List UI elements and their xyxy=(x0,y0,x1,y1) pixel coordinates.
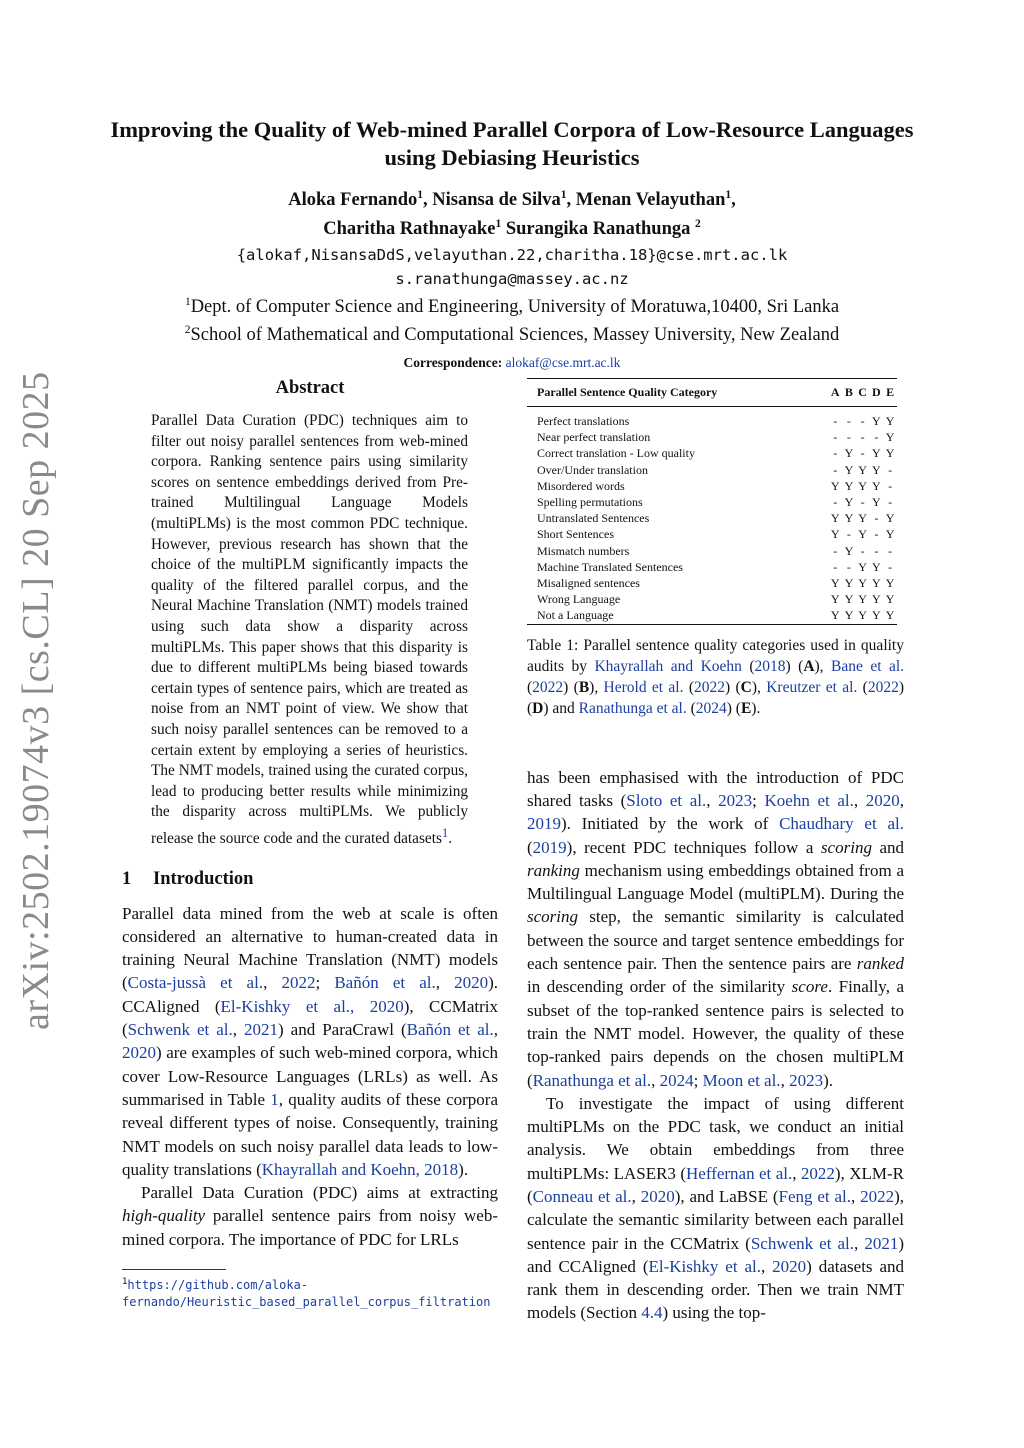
table-cell-b: Y xyxy=(844,543,854,558)
correspondence xyxy=(100,355,924,371)
bold-text: C xyxy=(740,678,752,696)
text-run: , xyxy=(631,1186,641,1206)
table-cell-b: Y xyxy=(844,511,854,526)
citation-link[interactable]: 2018 xyxy=(754,657,786,675)
text-run: ). Initiated by the work of xyxy=(561,814,780,834)
citation-link[interactable]: 2021 xyxy=(864,1233,899,1253)
text-run: ) ( xyxy=(725,678,741,696)
table-row xyxy=(527,543,897,559)
table-cell-a: - xyxy=(833,559,838,574)
text-run: ( xyxy=(741,657,755,675)
text-run: ), xyxy=(814,657,832,675)
citation-link[interactable]: 2020 xyxy=(772,1256,807,1276)
intro-paragraph-2 xyxy=(122,1181,498,1251)
citation-link[interactable]: 2022 xyxy=(694,678,725,696)
citation-link[interactable]: 2023 xyxy=(789,1070,824,1090)
table-row xyxy=(527,407,897,430)
text-run: ( xyxy=(683,678,694,696)
text-run: in descending order of the similarity xyxy=(527,977,792,997)
text-run: ). xyxy=(823,1070,833,1090)
table-row xyxy=(527,429,897,445)
table-row xyxy=(527,478,897,494)
right-column-body xyxy=(527,766,904,1325)
author-list xyxy=(100,183,924,241)
table-cell-b: Y xyxy=(844,478,854,493)
table-cell-a: - xyxy=(833,430,838,445)
author-affiliation-mark: 1 xyxy=(560,189,567,201)
bold-text: A xyxy=(803,657,815,675)
citation-link[interactable]: 2020 xyxy=(640,1186,675,1206)
abstract-end: . xyxy=(448,829,453,847)
text-run: ) ( xyxy=(726,699,741,717)
table-row xyxy=(527,559,897,575)
arxiv-identifier: arXiv:2502.19074v3 [cs.CL] 20 Sep 2025 xyxy=(15,371,57,1030)
table-cell-a: Y xyxy=(830,608,840,623)
table-cell-c: - xyxy=(860,495,865,510)
emphasis-text: scoring xyxy=(527,907,578,927)
affiliation-text: School of Mathematical and Computational Sciences, Massey University, New Zealand xyxy=(190,325,840,346)
citation-link[interactable]: 2022 xyxy=(281,973,316,993)
table-cell-b: Y xyxy=(844,462,854,477)
text-run: ; xyxy=(752,790,765,810)
email-line-2: s.ranathunga@massey.ac.nz xyxy=(395,270,629,289)
citation-link[interactable]: Bañón et al. xyxy=(334,973,436,993)
abstract-text xyxy=(151,411,468,850)
table-cell-b: Y xyxy=(844,576,854,591)
table-cell-d: - xyxy=(874,527,879,542)
text-run: , quality audits of these corpora reveal different types of noise. Consequently, training NMT models on such noisy parallel data leads to low-quality translations ( xyxy=(122,1089,498,1179)
table-cell-d: - xyxy=(874,430,879,445)
table-cell-d: Y xyxy=(872,414,881,428)
table-cell-c: - xyxy=(860,446,865,461)
table-cell-c: Y xyxy=(858,511,867,526)
text-run: has been emphasised with the introduction of PDC shared tasks ( xyxy=(527,767,904,810)
text-run: ), recent PDC techniques follow a xyxy=(566,837,821,857)
table-cell-category: Misaligned sentences xyxy=(537,576,640,591)
text-run: Parallel data mined from the web at scale is often considered an alternative to human-created data in training Neural Machine Translation (NMT) models ( xyxy=(122,903,498,993)
text-run: ) and xyxy=(543,699,579,717)
table-cell-d: Y xyxy=(872,446,881,461)
table-cell-category: Perfect translations xyxy=(537,414,630,428)
text-run: , xyxy=(792,1163,801,1183)
affiliation-number: 1 xyxy=(184,296,191,309)
citation-link[interactable]: Schwenk et al. xyxy=(127,1020,233,1040)
author-affiliation-mark: 1 xyxy=(417,189,424,201)
citation-link[interactable]: 2019 xyxy=(532,837,567,857)
table-cell-category: Spelling permutations xyxy=(537,495,643,510)
citation-link[interactable]: 1 xyxy=(270,1089,279,1109)
footnote-url-link[interactable]: https://github.com/aloka-fernando/Heuristic_based_parallel_corpus_filtration xyxy=(122,1278,491,1310)
section-number: 1 xyxy=(122,868,132,889)
table-cell-e: Y xyxy=(885,414,895,428)
text-run: ), CCMatrix ( xyxy=(122,996,498,1040)
citation-link[interactable]: Koehn et al. xyxy=(764,790,854,810)
text-run: , xyxy=(780,1070,790,1090)
table-cell-c: Y xyxy=(858,527,867,542)
text-run: , xyxy=(435,973,455,993)
table-cell-category: Correct translation - Low quality xyxy=(537,446,695,461)
emphasis-text: ranking xyxy=(527,860,580,880)
table-cell-c: Y xyxy=(858,559,867,574)
citation-link[interactable]: Schwenk et al. xyxy=(750,1233,855,1253)
footnote-ref-link[interactable]: 1 xyxy=(441,825,449,840)
affiliation-1 xyxy=(100,291,924,319)
table-cell-d: Y xyxy=(872,608,881,623)
table-row xyxy=(527,510,897,526)
table-cell-a: Y xyxy=(830,576,840,591)
text-run: ( xyxy=(857,678,868,696)
emphasis-text: scoring xyxy=(820,837,872,857)
citation-link[interactable]: Sloto et al. xyxy=(626,790,707,810)
text-run: ) ( xyxy=(785,657,804,675)
author-name: Menan Velayuthan xyxy=(575,190,726,211)
text-run: ) ( xyxy=(527,678,905,717)
author-name: Nisansa de Silva xyxy=(432,190,561,211)
table-row xyxy=(527,526,897,542)
text-run: ), xyxy=(589,678,604,696)
text-run: , xyxy=(232,1020,245,1040)
author-affiliation-mark: 2 xyxy=(695,218,701,231)
bold-text: B xyxy=(578,678,590,696)
table-cell-b: Y xyxy=(844,592,854,607)
citation-link[interactable]: 2024 xyxy=(659,1070,694,1090)
abstract-body: Parallel Data Curation (PDC) techniques aim to filter out noisy parallel sentences from web-mined corpora. Ranking sentence pairs using similarity scores on sentence embeddings derived from Pre-trained Multilingual Language Models (multiPLMs) is the most common PDC technique. However, previous research has shown that the choice of the multiPLM significantly impacts the quality of the filtered parallel corpus, and the Neural Machine Translation (NMT) models trained using such data show a disparity across multiPLMs. This paper shows that this disparity is due to different multiPLMs being biased towards certain types of sentence pairs, which are treated as noise from an NMT point of view. We show that such noisy parallel sentences can be removed to a certain extent by employing a series of heuristics. The NMT models, trained using the curated corpus, lead to producing better results while minimizing the disparity across multiPLMs. We publicly release the source code and the curated datasets xyxy=(151,412,468,847)
citation-link[interactable]: Bane et al. xyxy=(831,657,905,675)
email-line-1: {alokaf,NisansaDdS,velayuthan.22,charitha.18}@cse.mrt.ac.lk xyxy=(236,246,788,265)
table-cell-c: - xyxy=(860,430,865,445)
paper-header xyxy=(100,116,924,371)
table-cell-e: - xyxy=(888,559,893,574)
affiliation-number: 2 xyxy=(184,324,191,337)
table-cell-b: - xyxy=(846,430,851,445)
section-heading-introduction xyxy=(122,869,498,890)
author-name: Surangika Ranathunga xyxy=(505,219,691,240)
table-cell-a: Y xyxy=(830,511,840,526)
citation-link[interactable]: Khayrallah and Koehn, 2018 xyxy=(261,1159,459,1179)
citation-link[interactable]: Chaudhary et al. xyxy=(779,814,904,834)
citation-link[interactable]: 2024 xyxy=(695,699,727,717)
text-run: To investigate the impact of using different multiPLMs on the PDC task, we conduct an initial analysis. We obtain embeddings from three multiPLMs: LASER3 ( xyxy=(527,1093,904,1183)
citation-link[interactable]: Herold et al. xyxy=(603,678,684,696)
text-run: ; xyxy=(693,1070,703,1090)
table-cell-a: - xyxy=(833,462,838,477)
text-run: ( xyxy=(686,699,696,717)
table-cell-a: Y xyxy=(830,527,840,542)
section-title: Introduction xyxy=(153,868,254,889)
text-run: ) and ParaCrawl ( xyxy=(278,1020,407,1040)
author-affiliation-mark: 1 xyxy=(725,189,732,201)
table-cell-d: Y xyxy=(872,478,881,493)
text-run: ), xyxy=(751,678,767,696)
right-paragraph-2 xyxy=(527,1092,904,1325)
table-cell-d: - xyxy=(874,543,879,558)
table-row xyxy=(527,575,897,591)
table-header-a: A xyxy=(830,385,840,399)
table-cell-c: - xyxy=(860,414,865,428)
table-row xyxy=(527,445,897,461)
table-header-c: C xyxy=(858,385,867,399)
abstract-heading: Abstract xyxy=(275,378,345,398)
table-cell-category: Untranslated Sentences xyxy=(537,511,650,526)
table-cell-e: Y xyxy=(885,592,895,607)
table-cell-e: Y xyxy=(885,511,895,526)
text-run: , xyxy=(853,790,866,810)
table-header-b: B xyxy=(844,385,853,399)
table-cell-category: Short Sentences xyxy=(537,527,614,542)
citation-link[interactable]: 4.4 xyxy=(641,1303,663,1323)
citation-link[interactable]: Ranathunga et al. xyxy=(578,699,687,717)
table-row xyxy=(527,591,897,607)
citation-link[interactable]: El-Kishky et al. xyxy=(648,1256,761,1276)
text-run: step, the semantic similarity is calculated between the source and target sentence embeddings for each sentence pair. Then the sentence pairs are xyxy=(527,907,904,974)
text-run: ). CCAligned ( xyxy=(122,973,499,1016)
table-cell-c: Y xyxy=(858,592,867,607)
citation-link[interactable]: 2020 xyxy=(454,973,489,993)
citation-link[interactable]: Conneau et al. xyxy=(532,1186,632,1206)
text-run: Parallel Data Curation (PDC) aims at extracting xyxy=(141,1183,498,1203)
text-run: mechanism using embeddings obtained from a Multilingual Language Model (multiPLM). During the xyxy=(527,860,904,904)
text-run: ). xyxy=(751,699,761,717)
table-cell-e: Y xyxy=(885,608,895,623)
text-run: ) ( xyxy=(563,678,579,696)
emphasis-text: score xyxy=(791,977,828,997)
left-column xyxy=(122,378,498,1311)
table-cell-c: Y xyxy=(858,576,867,591)
citation-link[interactable]: 2023 xyxy=(718,790,753,810)
correspondence-label: Correspondence: xyxy=(403,354,503,370)
text-run: , xyxy=(493,1020,499,1040)
citation-link[interactable]: 2019 xyxy=(527,814,561,834)
table-cell-b: - xyxy=(846,559,851,574)
citation-link[interactable]: Costa-jussà et al. xyxy=(127,973,264,993)
table-cell-b: Y xyxy=(844,446,854,461)
right-column xyxy=(527,378,904,1325)
text-run: , xyxy=(651,1070,660,1090)
author-affiliation-mark: 1 xyxy=(495,218,502,231)
table-cell-b: - xyxy=(846,414,851,428)
citation-link[interactable]: 2020 xyxy=(865,790,900,810)
table-cell-a: - xyxy=(833,446,838,461)
table-row xyxy=(527,462,897,478)
citation-link[interactable]: Bañón et al. xyxy=(406,1020,494,1040)
table-cell-d: Y xyxy=(872,576,881,591)
table-cell-d: Y xyxy=(872,592,881,607)
author-line-2 xyxy=(100,212,924,241)
table-cell-a: Y xyxy=(830,478,840,493)
citation-link[interactable]: Kreutzer et al. xyxy=(766,678,858,696)
table-cell-b: - xyxy=(846,527,851,542)
text-run: , xyxy=(760,1256,773,1276)
citation-link[interactable]: 2021 xyxy=(244,1020,279,1040)
table-cell-category: Machine Translated Sentences xyxy=(537,559,683,574)
text-run: ), XLM-R ( xyxy=(527,1163,904,1206)
citation-link[interactable]: Moon et al. xyxy=(702,1070,781,1090)
citation-link[interactable]: 2022 xyxy=(860,1186,895,1206)
citation-link[interactable]: Khayrallah and Koehn xyxy=(594,657,742,675)
table-cell-e: Y xyxy=(885,446,895,461)
citation-link[interactable]: El-Kishky et al., 2020 xyxy=(220,996,404,1016)
table-cell-d: Y xyxy=(872,462,881,477)
text-run: Table 1: Parallel sentence quality categories used in quality audits by xyxy=(527,636,904,675)
citation-link[interactable]: Heffernan et al. xyxy=(686,1163,793,1183)
citation-link[interactable]: 2020 xyxy=(122,1043,156,1063)
table-cell-category: Mismatch numbers xyxy=(537,543,630,558)
bold-text: E xyxy=(740,699,752,717)
citation-link[interactable]: Feng et al. xyxy=(778,1186,851,1206)
table-cell-e: Y xyxy=(885,527,895,542)
table-caption xyxy=(527,635,904,719)
table-cell-c: Y xyxy=(858,462,867,477)
author-name: Aloka Fernando xyxy=(288,190,418,211)
emphasis-text: ranked xyxy=(856,954,904,974)
paper-title: Improving the Quality of Web-mined Parallel Corpora of Low-Resource Languages using Debiasing Heuristics xyxy=(110,117,914,170)
footnote xyxy=(122,1274,498,1311)
emphasis-text: high-quality xyxy=(122,1206,206,1226)
text-run: ), calculate the semantic similarity between each parallel sentence pair in the CCMatrix ( xyxy=(527,1186,905,1253)
text-run: parallel sentence pairs from noisy web-mined corpora. The importance of PDC for LRLs xyxy=(122,1206,498,1249)
text-run: , xyxy=(263,973,282,993)
text-run: ) and CCAligned ( xyxy=(527,1233,905,1276)
table-cell-e: - xyxy=(888,495,893,510)
table-cell-a: - xyxy=(833,414,838,428)
table-cell-category: Over/Under translation xyxy=(537,462,648,477)
text-run: , xyxy=(706,790,719,810)
text-run: ( xyxy=(527,678,533,696)
table-cell-e: - xyxy=(888,543,893,558)
table-cell-a: - xyxy=(833,543,838,558)
text-run: , xyxy=(850,1186,861,1206)
citation-link[interactable]: Ranathunga et al. xyxy=(532,1070,652,1090)
text-run: ), and LaBSE ( xyxy=(674,1186,779,1206)
table-cell-e: - xyxy=(888,478,893,493)
affiliation-text: Dept. of Computer Science and Engineering, University of Moratuwa,10400, Sri Lanka xyxy=(190,297,840,318)
table-cell-b: Y xyxy=(844,608,854,623)
right-paragraph-1 xyxy=(527,766,904,1092)
text-run: , xyxy=(854,1233,865,1253)
text-run: , xyxy=(899,790,905,810)
table-cell-d: Y xyxy=(872,559,881,574)
text-run: ) using the top- xyxy=(662,1303,766,1323)
table-row xyxy=(527,607,897,624)
text-run: ). xyxy=(458,1159,469,1179)
citation-link[interactable]: 2022 xyxy=(532,678,564,696)
footnote-divider xyxy=(122,1269,226,1270)
table-cell-d: - xyxy=(874,511,879,526)
text-run: . Finally, a subset of the top-ranked sentence pairs is selected to train the NMT model. However, the quality of these top-ranked pairs depends on the chosen multiPLM ( xyxy=(527,977,904,1090)
table-cell-category: Misordered words xyxy=(537,478,625,493)
table-cell-e: - xyxy=(888,462,893,477)
table-cell-category: Wrong Language xyxy=(537,592,621,607)
table-header-category: Parallel Sentence Quality Category xyxy=(537,385,718,399)
quality-category-table xyxy=(527,378,897,625)
table-cell-c: Y xyxy=(858,478,867,493)
table-cell-category: Near perfect translation xyxy=(537,430,651,445)
table-cell-category: Not a Language xyxy=(537,608,614,623)
table-cell-c: - xyxy=(860,543,865,558)
table-body xyxy=(527,407,897,625)
table-header-e: E xyxy=(886,385,895,399)
table-cell-e: Y xyxy=(885,430,895,445)
table-header-d: D xyxy=(872,385,881,399)
citation-link[interactable]: 2022 xyxy=(800,1163,835,1183)
bold-text: D xyxy=(532,699,544,717)
table-cell-a: - xyxy=(833,495,838,510)
footnote-mark: 1 xyxy=(122,1277,128,1288)
text-run: ) datasets and rank them in descending order. Then we train NMT models (Section xyxy=(527,1256,905,1323)
author-name: Charitha Rathnayake xyxy=(323,219,496,240)
intro-paragraph-1 xyxy=(122,902,498,1182)
table-row xyxy=(527,494,897,510)
table-cell-b: Y xyxy=(844,495,854,510)
text-run: and xyxy=(871,837,905,857)
correspondence-email-link[interactable]: alokaf@cse.mrt.ac.lk xyxy=(505,354,621,370)
affiliation-2 xyxy=(100,319,924,347)
text-run: ( xyxy=(527,837,533,857)
table-cell-d: Y xyxy=(872,495,881,510)
text-run: ; xyxy=(315,973,335,993)
table-cell-e: Y xyxy=(885,576,895,591)
table-cell-a: Y xyxy=(830,592,840,607)
author-line-1: Aloka Fernando$^1$, Nisansa de Silva$^1$, Menan Velayuthan$^1$, xyxy=(288,189,736,211)
author-emails xyxy=(100,243,924,291)
citation-link[interactable]: 2022 xyxy=(867,678,899,696)
table-cell-c: Y xyxy=(858,608,867,623)
text-run: ) are examples of such web-mined corpora, which cover Low-Resource Languages (LRLs) as well. As summarised in Table xyxy=(122,1043,498,1109)
table-header-row xyxy=(527,379,897,407)
